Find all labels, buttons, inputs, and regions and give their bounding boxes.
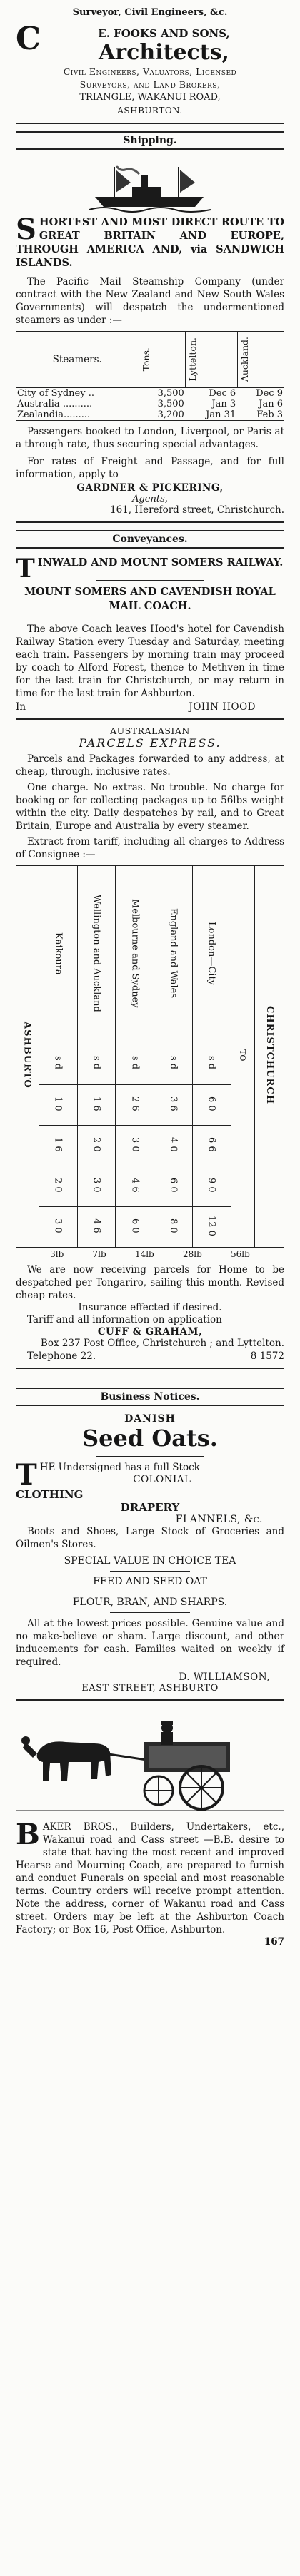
fooks-ad (16, 4, 284, 124)
weight-label: 3lb (50, 1249, 64, 1259)
parcels-address: Box 237 Post Office, Christchurch ; and Lyttelton. (40, 1338, 284, 1349)
fooks-block (16, 21, 284, 66)
fooks-line-1: Civil Engineers, Valuators, Licensed (63, 66, 237, 77)
tariff-cell: 3 0 (52, 1218, 64, 1233)
shipping-initial: S (16, 213, 36, 246)
weight-label: 14lb (134, 1249, 154, 1259)
parcels-body-1: Parcels and Packages forwarded to any address, at cheap, through, inclusive rates. (16, 753, 284, 778)
auckland-column-header: Auckland. (239, 337, 250, 382)
parcels-title: PARCELS EXPRESS. (79, 736, 221, 750)
parcels-footer-2: Insurance effected if desired. (78, 1302, 222, 1313)
weight-label: 28lb (182, 1249, 202, 1259)
tariff-cell: 9 0 (206, 1177, 217, 1193)
williamson-flour: FLOUR, BRAN, AND SHARPS. (72, 1597, 228, 1608)
tariff-cell: 4 0 (168, 1136, 179, 1152)
tariff-from: ASHBURTO (21, 1022, 33, 1089)
shipping-body: The Pacific Mail Steamship Company (under contract with the New Zealand and New South Wales Governments) will despatch the undermentioned steamers as under :— (16, 276, 284, 326)
parcels-body-2: One charge. No extras. No trouble. No charge for booking or for collecting packages up to 56lbs weight within the city. Daily despatches by rail, and to Great Britain, Europe and Australia by every steamer. (16, 782, 284, 832)
shipping-agent: GARDNER & PICKERING, (76, 482, 224, 494)
fooks-title: Architects, (99, 40, 229, 65)
steamer-lyttelton-date: Jan 31 (206, 409, 236, 420)
steamers-column-header: Steamers. (52, 354, 102, 365)
parcels-body-3: Extract from tariff, including all charges to Address of Consignee :— (16, 836, 284, 860)
williamson-address: EAST STREET, ASHBURTO (81, 1683, 219, 1694)
williamson-special: SPECIAL VALUE IN CHOICE TEA (64, 1555, 236, 1567)
williamson-initial: T (16, 1458, 37, 1492)
steamer-lyttelton-date: Jan 3 (211, 399, 236, 409)
tariff-cell: 2 0 (52, 1177, 64, 1193)
horse-and-cart-illustration (16, 1711, 284, 1818)
tariff-cell: 6 6 (206, 1136, 217, 1152)
lyttelton-column-header: Lyttelton. (187, 337, 199, 382)
tariff-column-kaikoura: Kaikoura (52, 932, 64, 975)
steamer-tons: 3,200 (157, 409, 184, 420)
parcels-kicker: AUSTRALASIAN (110, 726, 190, 736)
tariff-cell: s d (91, 1056, 102, 1070)
tariff-column-melbourne: Melbourne and Sydney (129, 899, 141, 1008)
steamer-lyttelton-date: Dec 6 (209, 388, 236, 399)
steamer-auckland-date: Dec 9 (256, 388, 283, 399)
baker-bros-ref: 167 (264, 1936, 284, 1948)
tariff-cell: s d (129, 1056, 141, 1070)
tariff-cell: 4 6 (91, 1218, 102, 1233)
fooks-line-3: TRIANGLE, WAKANUI ROAD, (79, 92, 221, 103)
shipping-note: Passengers booked to London, Liverpool, or Paris at a through rate, thus securing special advantages. (16, 426, 284, 450)
tariff-cell: 6 0 (129, 1218, 141, 1233)
steamer-tons: 3,500 (157, 399, 184, 409)
parcels-footer-3: Tariff and all information on application (27, 1314, 222, 1325)
williamson-terms: All at the lowest prices possible. Genuine value and no make-believe or sham. Large discount, and other inducements for cash. Families waited on weekly if required. (16, 1618, 284, 1668)
tariff-column-london: London—City (206, 921, 217, 986)
tariff-cell: 1 0 (52, 1096, 64, 1111)
tariff-destination: CHRISTCHURCH (264, 1006, 275, 1104)
tariff-column-england: England and Wales (168, 908, 179, 999)
shipping-agents-word: Agents, (132, 494, 168, 504)
parcels-telephone: Telephone 22. (27, 1350, 96, 1362)
steamer-name: Australia .......... (17, 399, 93, 409)
williamson-boots: Boots and Shoes, Large Stock of Groceries and Oilmen's Stores. (16, 1526, 284, 1550)
steamer-name: City of Sydney .. (17, 388, 94, 399)
baker-bros-body: AKER BROS., Builders, Undertakers, etc., Wakanui road and Cass street —B.B. desire to state that having the most recent and improved Hearse and Mourning Coach, are prepared to furnish and conduct Funerals on special and most reasonable terms. Country orders will receive prompt attention. Note the address, corner of Wakanui road and Cass street. Orders may be left at the Ashburton Coach Factory; or Box 16, Post Office, Ashburton. (16, 1821, 284, 1935)
divider (110, 1571, 191, 1572)
tariff-column-wellington: Wellington and Auckland (91, 895, 102, 1012)
parcels-ad (16, 720, 284, 1369)
in-label: In (16, 701, 26, 713)
williamson-feed: FEED AND SEED OAT (93, 1576, 207, 1587)
tariff-cell: 2 6 (129, 1096, 141, 1111)
tons-column-header: Tons. (141, 347, 152, 372)
baker-bros-initial: B (16, 1818, 40, 1851)
railway-title (16, 554, 284, 584)
fooks-firm: E. FOOKS AND SONS, (98, 27, 230, 40)
parcels-footer-1: We are now receiving parcels for Home to be despatched per Tongariro, sailing this month. Revised cheap rates. (16, 1264, 284, 1301)
tariff-cell: 12 0 (206, 1215, 217, 1236)
tariff-cell: 8 0 (168, 1218, 179, 1233)
shipping-headline-text: HORTEST AND MOST DIRECT ROUTE TO GREAT BRITAIN AND EUROPE, THROUGH AMERICA AND, via SANDWICH ISLANDS. (16, 216, 284, 269)
tariff-cell: 3 0 (129, 1136, 141, 1152)
weight-label: 56lb (231, 1249, 250, 1259)
williamson-signed: D. WILLIAMSON, (179, 1671, 270, 1683)
williamson-drapery: DRAPERY (120, 1501, 180, 1514)
conveyances-section-heading: Conveyances. (16, 530, 284, 549)
steamer-row (16, 388, 284, 399)
coach-proprietor: JOHN HOOD (189, 701, 256, 713)
fooks-line-4: ASHBURTON. (117, 106, 183, 116)
coach-signature (16, 701, 284, 713)
coach-body: The above Coach leaves Hood's hotel for Cavendish Railway Station every Tuesday and Saturday, meeting each train. Passengers by morning train may proceed by coach to Alford Forest, thence to Methven in time for the last train for Christchurch, or may return in time for the last train for Ashburton. (16, 623, 284, 699)
divider (96, 1456, 204, 1457)
steamer-auckland-date: Feb 3 (256, 409, 283, 420)
railway-title-text: INWALD AND MOUNT SOMERS RAILWAY. (37, 556, 284, 569)
shipping-headline (16, 215, 284, 270)
parcels-agent: CUFF & GRAHAM, (97, 1326, 203, 1338)
williamson-lead-text: HE Undersigned has a full Stock (39, 1462, 200, 1473)
steamer-auckland-date: Jan 6 (259, 399, 283, 409)
railway-ad (16, 553, 284, 720)
baker-bros-text (16, 1818, 284, 1936)
tariff-cell: 3 0 (91, 1177, 102, 1193)
steamers-table (16, 331, 284, 421)
tariff-cell: s d (52, 1056, 64, 1070)
shipping-ad (16, 154, 284, 523)
parcels-ref: 8 1572 (250, 1350, 284, 1362)
tariff-cell: 3 6 (168, 1096, 179, 1111)
tariff-cell: 1 6 (52, 1136, 64, 1152)
williamson-clothing: CLOTHING (16, 1488, 84, 1501)
shipping-address: 161, Hereford street, Christchurch. (110, 504, 284, 516)
business-section-heading: Business Notices. (16, 1388, 284, 1406)
tariff-cell: 4 6 (129, 1177, 141, 1193)
steamer-tons: 3,500 (157, 388, 184, 399)
steamer-name: Zealandia......... (17, 409, 91, 420)
parcels-tariff-table (16, 865, 284, 1248)
weight-label: 7lb (92, 1249, 106, 1259)
shipping-section-heading: Shipping. (16, 131, 284, 150)
williamson-title: Seed Oats. (82, 1425, 218, 1452)
tariff-to: TO (238, 1049, 248, 1062)
williamson-colonial: COLONIAL (133, 1474, 191, 1485)
williamson-ad (16, 1410, 284, 1701)
tariff-cell: 1 6 (91, 1096, 102, 1111)
tariff-cell: 6 0 (206, 1096, 217, 1111)
fooks-header: Surveyor, Civil Engineers, &c. (72, 7, 228, 18)
steamer-row (16, 409, 284, 421)
divider (110, 1612, 191, 1613)
steamship-icon (89, 161, 211, 213)
steamer-row (16, 399, 284, 409)
divider (96, 580, 204, 581)
tariff-cell: s d (206, 1056, 217, 1070)
coach-title: MOUNT SOMERS AND CAVENDISH ROYAL MAIL COACH. (24, 586, 276, 612)
tariff-cell: 2 0 (91, 1136, 102, 1152)
tariff-weights (36, 1249, 264, 1259)
tariff-cell: 6 0 (168, 1177, 179, 1193)
tariff-cell: s d (168, 1056, 179, 1070)
williamson-name: DANISH (124, 1413, 176, 1425)
fooks-initial: C (16, 21, 41, 57)
williamson-flannels: FLANNELS, &c. (175, 1514, 263, 1525)
shipping-rates: For rates of Freight and Passage, and for full information, apply to (16, 456, 284, 480)
baker-bros-ad (16, 1701, 284, 1953)
railway-initial: T (16, 554, 35, 584)
parcels-telephone-line (16, 1350, 284, 1362)
fooks-line-2: Surveyors, and Land Brokers, (79, 79, 221, 90)
